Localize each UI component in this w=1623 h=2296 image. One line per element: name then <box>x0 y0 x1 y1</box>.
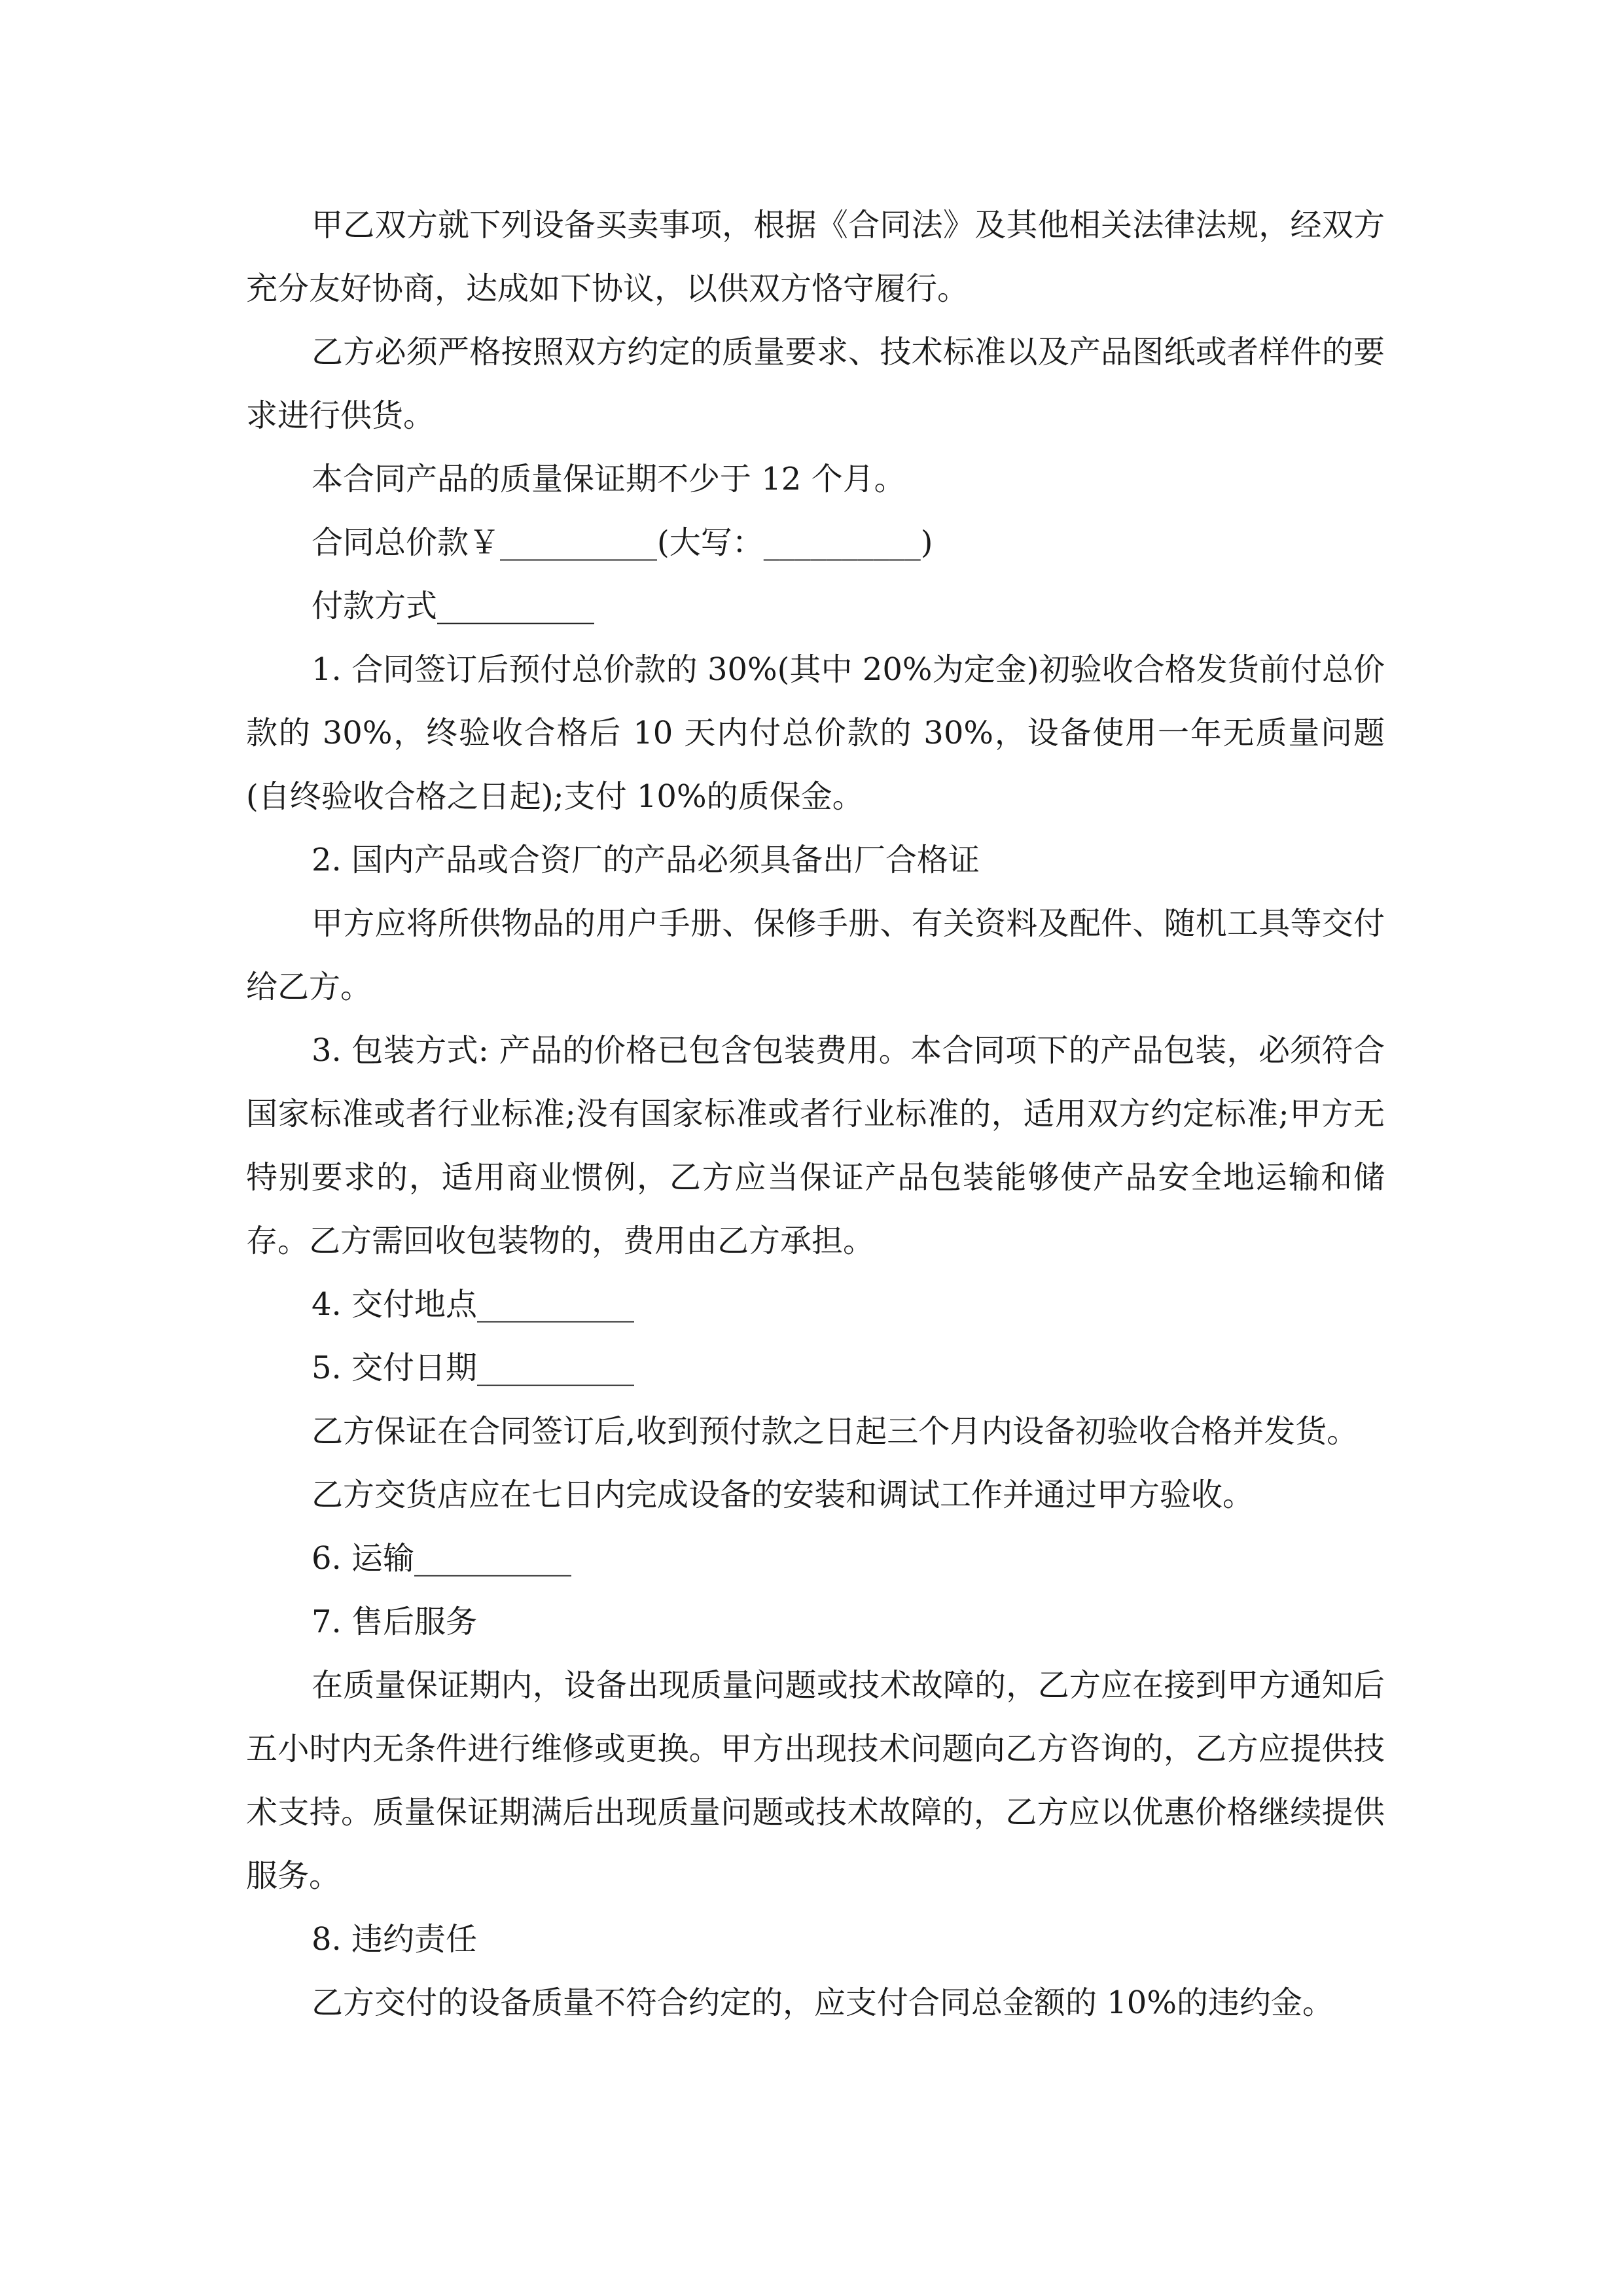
shipment-guarantee-line: 乙方保证在合同签订后,收到预付款之日起三个月内设备初验收合格并发货。 <box>312 1413 1359 1450</box>
payment-method-line: 付款方式__________ <box>312 588 595 624</box>
after-sales-paragraph: 在质量保证期内，设备出现质量问题或技术故障的，乙方应在接到甲方通知后五小时内无条件进行维修或更换。甲方出现技术问题向乙方咨询的，乙方应提供技术支持。质量保证期满后出现质量问题或技术故障的，乙方应以优惠价格继续提供服务。 <box>246 1667 1385 1894</box>
after-sales-heading: 7. 售后服务 <box>312 1604 478 1640</box>
breach-penalty-line: 乙方交付的设备质量不符合约定的，应支付合同总金额的 10%的违约金。 <box>312 1984 1334 2021</box>
delivery-location-line: 4. 交付地点__________ <box>312 1286 635 1323</box>
contract-body <box>246 194 1385 2035</box>
total-price-line: 合同总价款￥__________(大写：__________) <box>312 524 933 561</box>
intro-paragraph: 甲乙双方就下列设备买卖事项，根据《合同法》及其他相关法律法规，经双方充分友好协商，达成如下协议，以供双方恪守履行。 <box>246 207 1385 307</box>
warranty-period-line: 本合同产品的质量保证期不少于 12 个月。 <box>312 461 906 497</box>
transport-line: 6. 运输__________ <box>312 1540 572 1577</box>
breach-heading: 8. 违约责任 <box>312 1921 478 1958</box>
packaging-paragraph: 3. 包装方式: 产品的价格已包含包装费用。本合同项下的产品包装，必须符合国家标准或者行业标准;没有国家标准或者行业标准的，适用双方约定标准;甲方无特别要求的，适用商业惯例，乙方应当保证产品包装能够使产品安全地运输和储存。乙方需回收包装物的，费用由乙方承担。 <box>246 1032 1385 1259</box>
quality-requirement-paragraph: 乙方必须严格按照双方约定的质量要求、技术标准以及产品图纸或者样件的要求进行供货。 <box>246 334 1385 434</box>
documents-delivery-paragraph: 甲方应将所供物品的用户手册、保修手册、有关资料及配件、随机工具等交付给乙方。 <box>246 905 1385 1005</box>
installation-line: 乙方交货店应在七日内完成设备的安装和调试工作并通过甲方验收。 <box>312 1477 1255 1513</box>
delivery-date-line: 5. 交付日期__________ <box>312 1350 635 1386</box>
payment-terms-paragraph: 1. 合同签订后预付总价款的 30%(其中 20%为定金)初验收合格发货前付总价款的 30%，终验收合格后 10 天内付总价款的 30%，设备使用一年无质量问题(自终验收合格之日起);支付 10%的质保金。 <box>246 651 1385 815</box>
certificate-line: 2. 国内产品或合资厂的产品必须具备出厂合格证 <box>312 842 980 878</box>
